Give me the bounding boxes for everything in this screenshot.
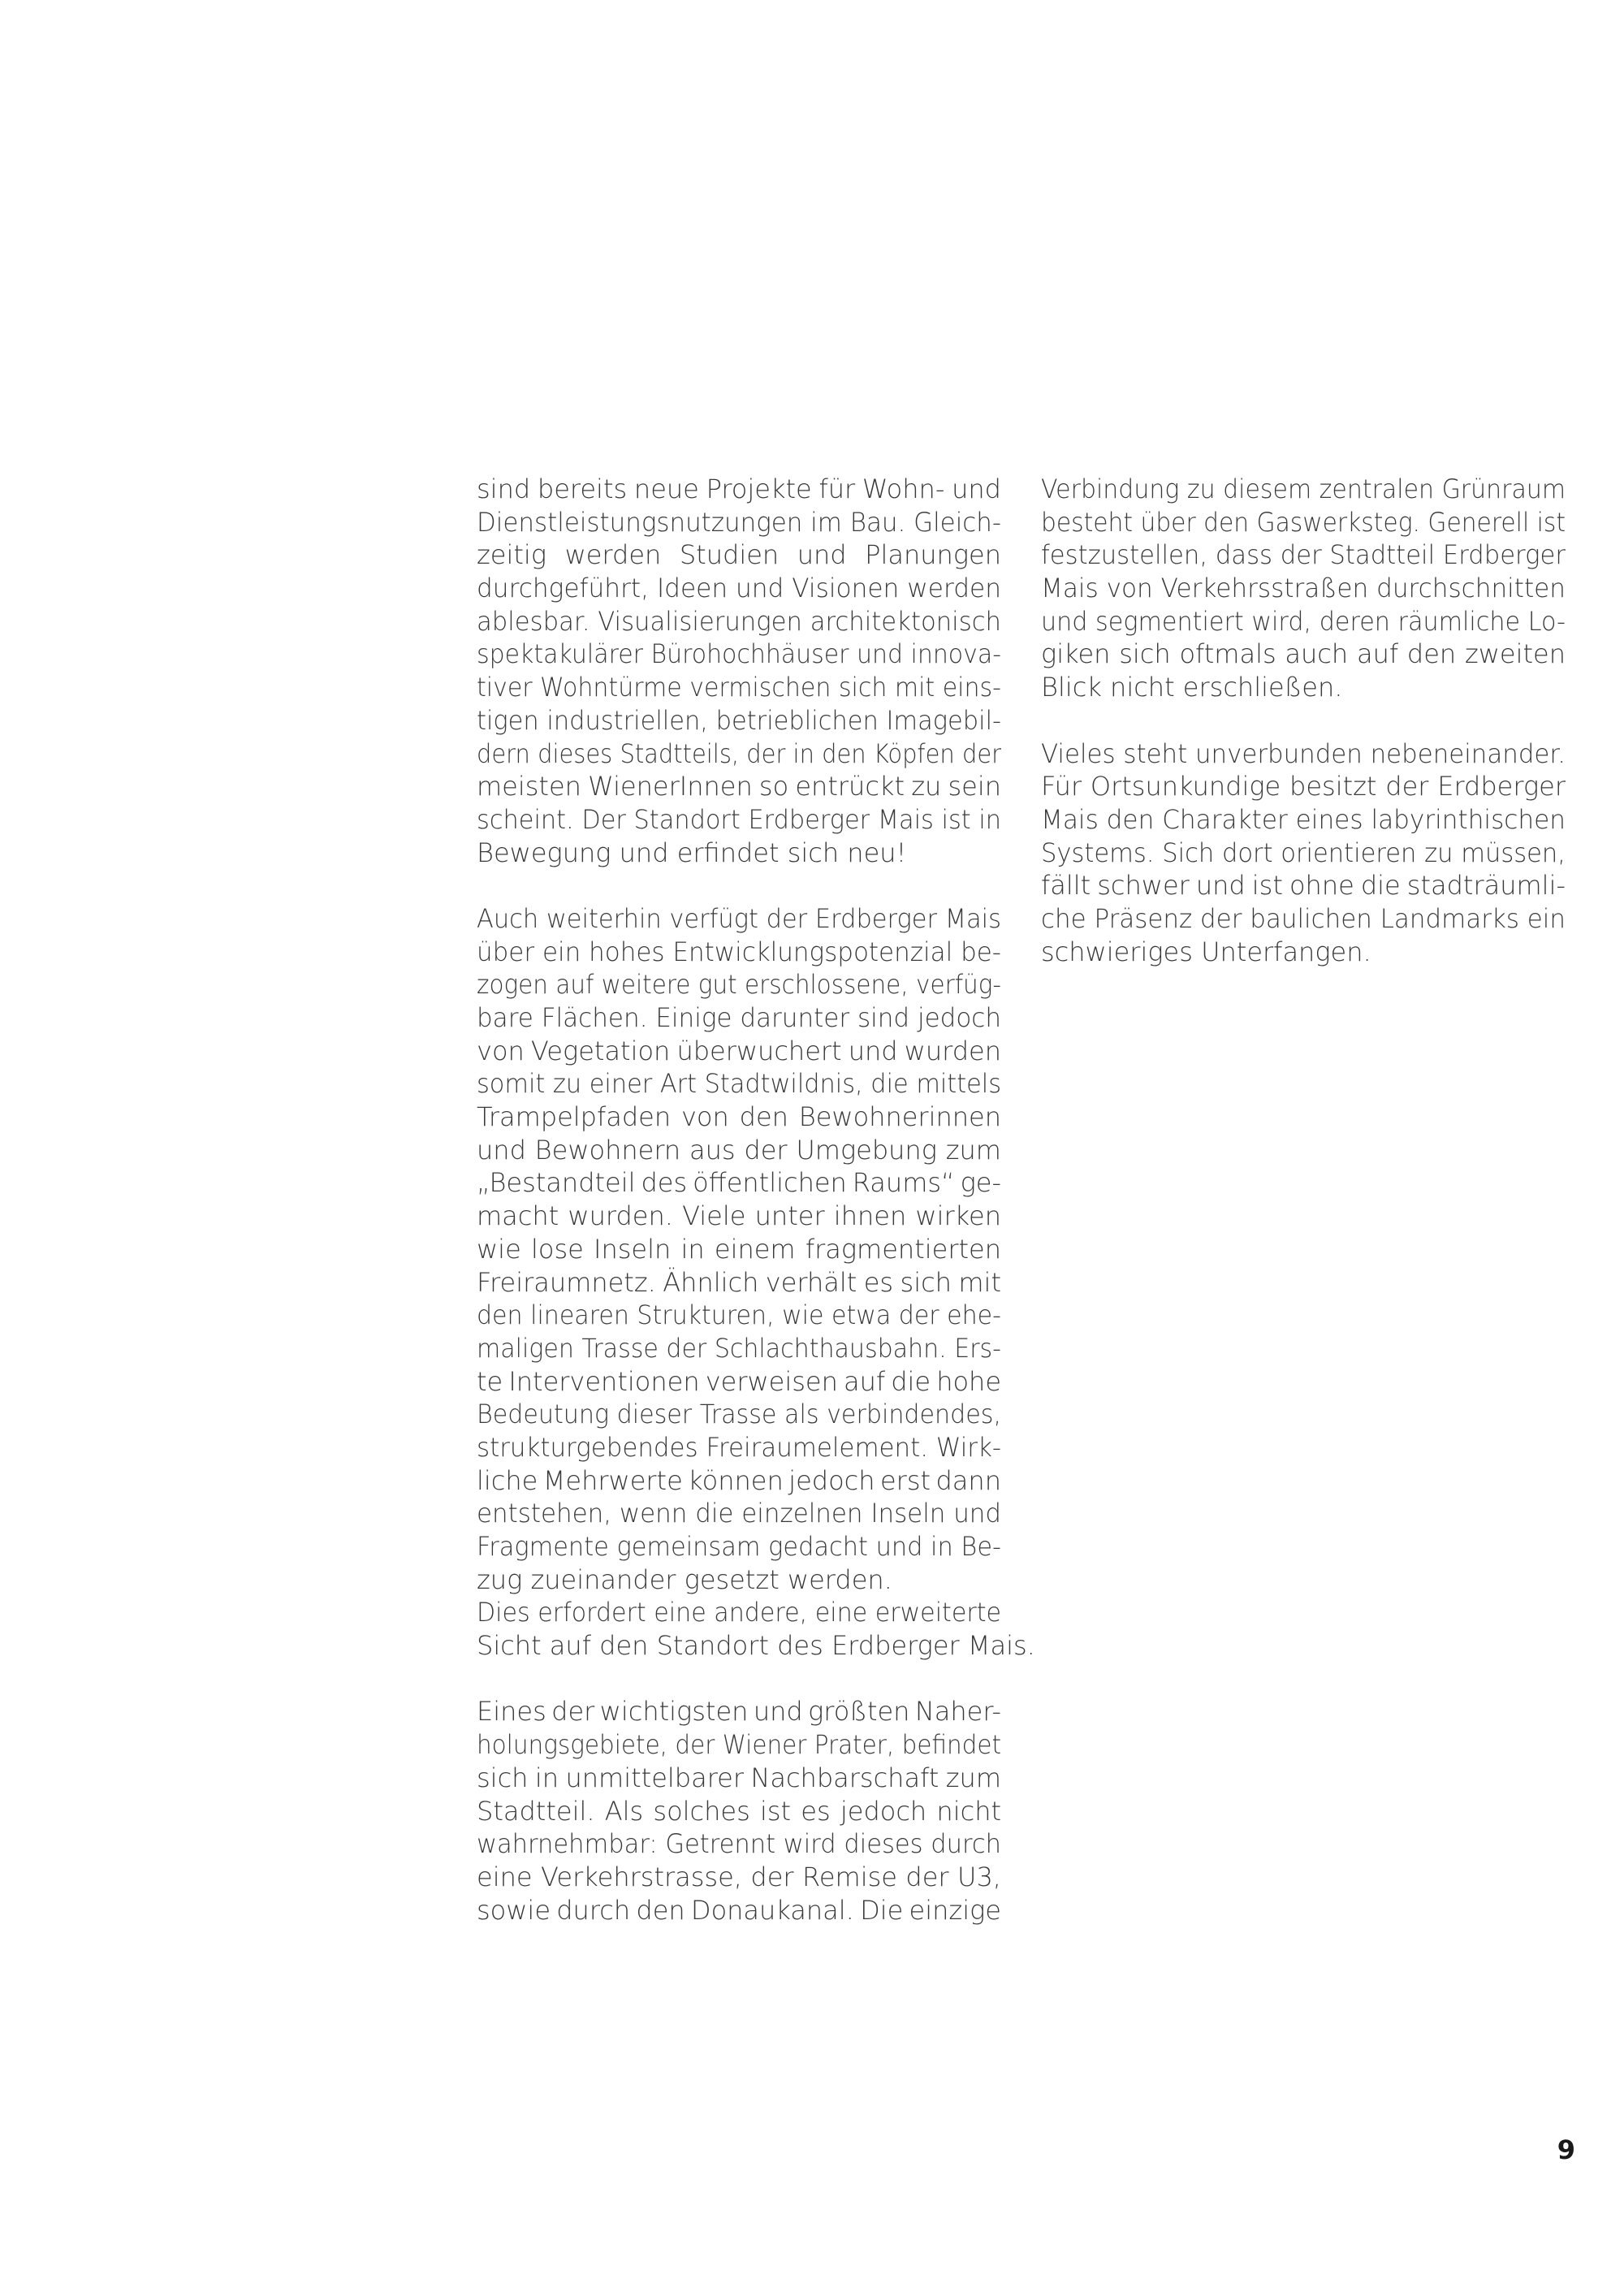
text-line: Systems. Sich dort orientieren zu müssen, [1041,837,1566,868]
paragraph [1041,737,1566,969]
text-line: Eines der wichtigsten und größten Naher- [477,1696,1002,1728]
text-line: liche Mehrwerte können jedoch erst dann [477,1464,1001,1496]
text-line: dern dieses Stadtteils, der in den Köpfen der [477,737,1002,769]
text-line: zeitig werden Studien und Planungen [477,539,1001,571]
text-line: den linearen Strukturen, wie etwa der ehe- [477,1300,1001,1331]
paragraph [477,1695,1001,1927]
text-line: zug zueinander gesetzt werden. [477,1563,892,1595]
paragraph [477,902,1001,1596]
text-line: über ein hohes Entwicklungspotenzial be- [477,936,1001,967]
text-line: „Bestandteil des öffentlichen Raums“ ge- [477,1167,1002,1199]
text-line: Mais von Verkehrsstraßen durchschnitten [1041,573,1566,604]
text-line: besteht über den Gaswerksteg. Generell ist [1041,506,1566,538]
text-line: und Bewohnern aus der Umgebung zum [477,1134,1001,1165]
text-line: eine Verkehrstrasse, der Remise der U3, [477,1861,1001,1892]
text-line: Auch weiterhin verfügt der Erdberger Mais [477,902,1002,934]
paragraph-gap [477,869,1001,902]
text-line: Mais den Charakter eines labyrinthischen [1041,803,1566,835]
text-line: Stadtteil. Als solches ist es jedoch nicht [477,1795,1002,1827]
paragraph [477,473,1001,869]
text-line: te Interventionen verweisen auf die hohe [477,1365,1002,1397]
text-line: spektakulärer Bürohochhäuser und innova- [477,638,1002,670]
text-line: che Präsenz der baulichen Landmarks ein [1041,902,1566,934]
text-line: schwieriges Unterfangen. [1041,936,1371,967]
text-line: Dienstleistungsnutzungen im Bau. Gleich- [477,506,1002,538]
text-line: durchgeführt, Ideen und Visionen werden [477,573,1001,604]
text-line: Vieles steht unverbunden nebeneinander. [1041,737,1566,769]
page-number: 9 [1557,2134,1575,2165]
text-line: tiver Wohntürme vermischen sich mit eins- [477,672,1001,703]
text-line: holungsgebiete, der Wiener Prater, befindet [477,1729,1002,1761]
text-line: somit zu einer Art Stadtwildnis, die mittels [477,1068,1002,1100]
text-line: Bewegung und erfindet sich neu! [477,837,907,868]
paragraph-gap [1041,704,1566,737]
text-line: bare Flächen. Einige darunter sind jedoch [477,1002,1002,1033]
text-line: Für Ortsunkundige besitzt der Erdberger [1041,771,1566,802]
text-column-right [1041,473,1566,968]
text-line: tigen industriellen, betrieblichen Imagebil- [477,704,1002,736]
paragraph-gap [477,1663,1001,1696]
text-line: Blick nicht erschließen. [1041,672,1343,703]
text-line: wahrnehmbar: Getrennt wird dieses durch [477,1828,1002,1860]
text-line: sind bereits neue Projekte für Wohn- und [477,474,1001,504]
text-line: wie lose Inseln in einem fragmentierten [477,1233,1001,1265]
text-line: Dies erfordert eine andere, eine erweiterte [477,1597,1002,1628]
text-line: sowie durch den Donaukanal. Die einzige [477,1894,1001,1926]
text-line: Bedeutung dieser Trasse als verbindendes, [477,1399,1002,1430]
text-line: giken sich oftmals auch auf den zweiten [1041,638,1566,670]
text-line: meisten WienerInnen so entrückt zu sein [477,771,1001,802]
text-line: festzustellen, dass der Stadtteil Erdberger [1041,539,1566,571]
text-line: Fragmente gemeinsam gedacht und in Be- [477,1531,1001,1562]
text-column-left [477,473,1035,1927]
text-line: Trampelpfaden von den Bewohnerinnen [477,1101,1001,1133]
text-line: entstehen, wenn die einzelnen Inseln und [477,1498,1002,1529]
text-line: scheint. Der Standort Erdberger Mais ist in [477,803,1002,835]
text-line: strukturgebendes Freiraumelement. Wirk- [477,1431,1002,1463]
text-line: und segmentiert wird, deren räumliche Lo- [1041,605,1566,637]
text-line: maligen Trasse der Schlachthausbahn. Ers- [477,1332,1002,1364]
text-line: ablesbar. Visualisierungen architektonisch [477,605,1001,637]
text-line: Verbindung zu diesem zentralen Grünraum [1041,474,1566,504]
text-line: zogen auf weitere gut erschlossene, verfüg- [477,969,1002,1001]
paragraph [1041,473,1566,704]
text-line: fällt schwer und ist ohne die stadträumli- [1041,870,1566,902]
text-line: Freiraumnetz. Ähnlich verhält es sich mit [477,1266,1001,1298]
text-line: Sicht auf den Standort des Erdberger Mais. [477,1630,1035,1662]
paragraph [477,1596,1035,1662]
text-line: macht wurden. Viele unter ihnen wirken [477,1200,1002,1232]
text-line: von Vegetation überwuchert und wurden [477,1035,1002,1066]
text-line: sich in unmittelbarer Nachbarschaft zum [477,1762,1002,1793]
